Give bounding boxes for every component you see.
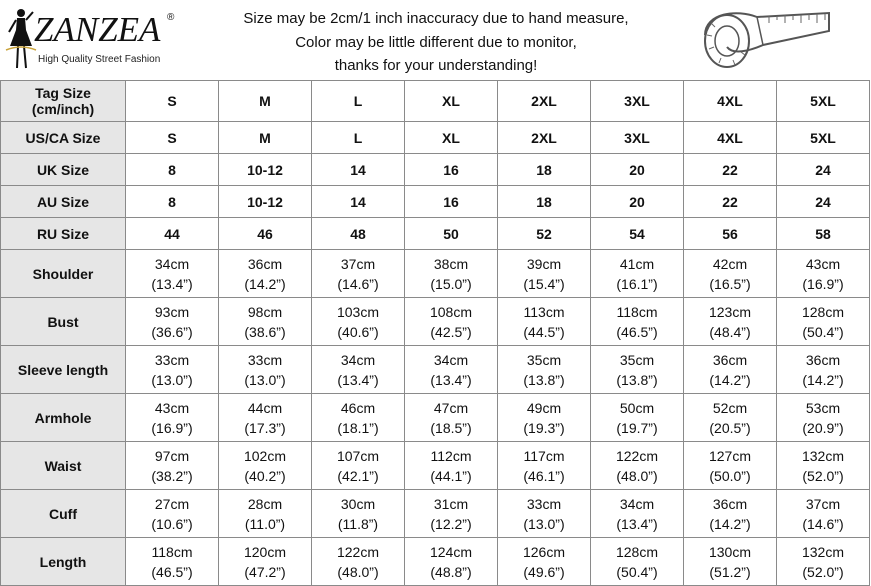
cm-value: 33cm [526, 495, 562, 512]
size-cell: 10-12 [219, 186, 312, 218]
size-cell: 24 [777, 186, 870, 218]
measurement-cell [777, 490, 870, 538]
size-cell: 52 [498, 218, 591, 250]
measurement-cell [777, 250, 870, 298]
cm-value: 41cm [619, 255, 655, 272]
measurement-notice [222, 7, 650, 78]
cm-value: 132cm [801, 543, 845, 560]
measurement-cell [405, 538, 498, 586]
size-cell: XL [405, 81, 498, 122]
size-cell: 5XL [777, 81, 870, 122]
measurement-row [1, 538, 870, 586]
cm-value: 43cm [154, 399, 190, 416]
inch-value: (46.1”) [523, 467, 565, 484]
measurement-cell [777, 442, 870, 490]
inch-value: (12.2”) [430, 515, 472, 532]
cm-value: 27cm [154, 495, 190, 512]
cm-value: 128cm [801, 303, 845, 320]
measurement-cell [126, 538, 219, 586]
size-cell: 46 [219, 218, 312, 250]
cm-value: 34cm [154, 255, 190, 272]
measurement-cell [405, 394, 498, 442]
inch-value: (16.9”) [151, 419, 193, 436]
row-header: Sleeve length [1, 346, 126, 394]
measurement-row [1, 250, 870, 298]
measurement-cell [219, 490, 312, 538]
measurement-cell [312, 298, 405, 346]
registered-mark: ® [167, 12, 175, 23]
inch-value: (13.4”) [151, 275, 193, 292]
inch-value: (14.2”) [709, 371, 751, 388]
cm-value: 47cm [433, 399, 469, 416]
cm-value: 43cm [805, 255, 841, 272]
measurement-cell [498, 250, 591, 298]
inch-value: (13.8”) [616, 371, 658, 388]
inch-value: (48.4”) [709, 323, 751, 340]
size-cell: 58 [777, 218, 870, 250]
measurement-cell [684, 490, 777, 538]
cm-value: 120cm [243, 543, 287, 560]
row-header-line: UK Size [36, 161, 90, 178]
cm-value: 36cm [247, 255, 283, 272]
measurement-cell [405, 298, 498, 346]
brand-name: ZANZEA [34, 10, 161, 49]
size-cell: S [126, 81, 219, 122]
cm-value: 34cm [433, 351, 469, 368]
inch-value: (42.1”) [337, 467, 379, 484]
cm-value: 36cm [712, 495, 748, 512]
inch-value: (11.8”) [337, 515, 379, 532]
fashion-silhouette-icon [4, 6, 38, 72]
measurement-cell [777, 346, 870, 394]
measurement-cell [219, 346, 312, 394]
measurement-cell [405, 250, 498, 298]
size-label-row [1, 122, 870, 154]
inch-value: (14.2”) [244, 275, 286, 292]
inch-value: (42.5”) [430, 323, 472, 340]
inch-value: (18.5”) [430, 419, 472, 436]
measurement-row [1, 490, 870, 538]
inch-value: (13.0”) [244, 371, 286, 388]
inch-value: (49.6”) [523, 563, 565, 580]
cm-value: 122cm [336, 543, 380, 560]
cm-value: 31cm [433, 495, 469, 512]
measurement-cell [498, 442, 591, 490]
cm-value: 132cm [801, 447, 845, 464]
size-cell: XL [405, 122, 498, 154]
inch-value: (13.4”) [430, 371, 472, 388]
inch-value: (44.5”) [523, 323, 565, 340]
row-header [1, 154, 126, 186]
inch-value: (19.3”) [523, 419, 565, 436]
row-header: Bust [1, 298, 126, 346]
inch-value: (15.4”) [523, 275, 565, 292]
measurement-cell [591, 442, 684, 490]
cm-value: 37cm [340, 255, 376, 272]
measurement-cell [777, 298, 870, 346]
measurement-cell [405, 442, 498, 490]
cm-value: 36cm [712, 351, 748, 368]
inch-value: (48.0”) [337, 563, 379, 580]
size-cell: 22 [684, 186, 777, 218]
size-label-row [1, 81, 870, 122]
inch-value: (48.0”) [616, 467, 658, 484]
cm-value: 52cm [712, 399, 748, 416]
size-cell: 18 [498, 186, 591, 218]
measurement-cell [498, 394, 591, 442]
row-header: Length [1, 538, 126, 586]
size-cell: 54 [591, 218, 684, 250]
measurement-cell [498, 490, 591, 538]
size-cell: 5XL [777, 122, 870, 154]
measurement-cell [777, 394, 870, 442]
measurement-cell [219, 394, 312, 442]
inch-value: (16.9”) [802, 275, 844, 292]
inch-value: (38.2”) [151, 467, 193, 484]
measurement-cell [219, 442, 312, 490]
size-cell: 14 [312, 186, 405, 218]
inch-value: (40.2”) [244, 467, 286, 484]
size-cell: 20 [591, 186, 684, 218]
cm-value: 38cm [433, 255, 469, 272]
inch-value: (14.2”) [802, 371, 844, 388]
row-header [1, 81, 126, 122]
cm-value: 46cm [340, 399, 376, 416]
measurement-cell [591, 538, 684, 586]
measurement-cell [591, 490, 684, 538]
cm-value: 126cm [522, 543, 566, 560]
measurement-cell [312, 442, 405, 490]
cm-value: 122cm [615, 447, 659, 464]
cm-value: 49cm [526, 399, 562, 416]
inch-value: (18.1”) [337, 419, 379, 436]
cm-value: 93cm [154, 303, 190, 320]
cm-value: 103cm [336, 303, 380, 320]
cm-value: 28cm [247, 495, 283, 512]
measurement-cell [219, 250, 312, 298]
measurement-cell [312, 346, 405, 394]
inch-value: (52.0”) [802, 563, 844, 580]
size-cell: 24 [777, 154, 870, 186]
cm-value: 33cm [247, 351, 283, 368]
cm-value: 128cm [615, 543, 659, 560]
inch-value: (48.8”) [430, 563, 472, 580]
cm-value: 98cm [247, 303, 283, 320]
size-cell: 48 [312, 218, 405, 250]
row-header-line: RU Size [36, 225, 90, 242]
inch-value: (13.8”) [523, 371, 565, 388]
inch-value: (46.5”) [616, 323, 658, 340]
measurement-cell [684, 298, 777, 346]
size-cell: 20 [591, 154, 684, 186]
size-cell: S [126, 122, 219, 154]
row-header [1, 122, 126, 154]
size-cell: 3XL [591, 122, 684, 154]
measurement-row [1, 298, 870, 346]
inch-value: (36.6”) [151, 323, 193, 340]
size-cell: 18 [498, 154, 591, 186]
inch-value: (13.4”) [337, 371, 379, 388]
cm-value: 130cm [708, 543, 752, 560]
size-cell: 4XL [684, 81, 777, 122]
size-cell: 4XL [684, 122, 777, 154]
brand-logo [4, 6, 204, 74]
cm-value: 50cm [619, 399, 655, 416]
measurement-cell [126, 298, 219, 346]
measurement-cell [684, 250, 777, 298]
measurement-cell [126, 490, 219, 538]
size-cell: 8 [126, 154, 219, 186]
row-header [1, 186, 126, 218]
measurement-cell [591, 250, 684, 298]
cm-value: 124cm [429, 543, 473, 560]
measurement-row [1, 442, 870, 490]
measurement-cell [684, 442, 777, 490]
measurement-row [1, 346, 870, 394]
cm-value: 30cm [340, 495, 376, 512]
size-cell: 50 [405, 218, 498, 250]
size-cell: M [219, 81, 312, 122]
measurement-cell [219, 298, 312, 346]
inch-value: (38.6”) [244, 323, 286, 340]
measurement-cell [126, 250, 219, 298]
size-cell: L [312, 122, 405, 154]
measurement-cell [684, 346, 777, 394]
measurement-cell [498, 298, 591, 346]
inch-value: (46.5”) [151, 563, 193, 580]
measurement-cell [312, 394, 405, 442]
inch-value: (47.2”) [244, 563, 286, 580]
measurement-cell [684, 394, 777, 442]
measurement-cell [405, 346, 498, 394]
cm-value: 37cm [805, 495, 841, 512]
cm-value: 113cm [523, 303, 565, 320]
row-header: Waist [1, 442, 126, 490]
size-cell: L [312, 81, 405, 122]
size-cell: 8 [126, 186, 219, 218]
measurement-cell [777, 538, 870, 586]
measurement-cell [498, 346, 591, 394]
measurement-row [1, 394, 870, 442]
measurement-cell [126, 346, 219, 394]
size-chart-table [0, 80, 870, 586]
inch-value: (44.1”) [430, 467, 472, 484]
cm-value: 35cm [526, 351, 562, 368]
size-label-row [1, 186, 870, 218]
inch-value: (14.6”) [337, 275, 379, 292]
inch-value: (13.0”) [523, 515, 565, 532]
row-header: Shoulder [1, 250, 126, 298]
inch-value: (13.0”) [151, 371, 193, 388]
inch-value: (19.7”) [616, 419, 658, 436]
inch-value: (16.1”) [616, 275, 658, 292]
row-header: Armhole [1, 394, 126, 442]
size-cell: 44 [126, 218, 219, 250]
inch-value: (11.0”) [244, 515, 286, 532]
cm-value: 127cm [708, 447, 752, 464]
size-cell: 16 [405, 154, 498, 186]
measurement-cell [591, 394, 684, 442]
size-cell: 22 [684, 154, 777, 186]
inch-value: (20.9”) [802, 419, 844, 436]
size-label-row [1, 218, 870, 250]
cm-value: 118cm [616, 303, 658, 320]
inch-value: (14.6”) [802, 515, 844, 532]
cm-value: 107cm [336, 447, 380, 464]
inch-value: (50.4”) [802, 323, 844, 340]
row-header [1, 218, 126, 250]
cm-value: 33cm [154, 351, 190, 368]
measurement-cell [312, 250, 405, 298]
cm-value: 117cm [523, 447, 565, 464]
measurement-cell [126, 442, 219, 490]
row-header-line: (cm/inch) [31, 101, 95, 117]
measurement-cell [312, 538, 405, 586]
cm-value: 53cm [805, 399, 841, 416]
inch-value: (10.6”) [151, 515, 193, 532]
size-cell: M [219, 122, 312, 154]
measurement-cell [591, 346, 684, 394]
cm-value: 97cm [154, 447, 190, 464]
measurement-cell [405, 490, 498, 538]
row-header-line: Tag Size [35, 85, 91, 101]
cm-value: 44cm [247, 399, 283, 416]
measurement-cell [591, 298, 684, 346]
measurement-cell [126, 394, 219, 442]
inch-value: (13.4”) [616, 515, 658, 532]
size-cell: 10-12 [219, 154, 312, 186]
inch-value: (50.4”) [616, 563, 658, 580]
size-cell: 2XL [498, 122, 591, 154]
inch-value: (16.5”) [709, 275, 751, 292]
cm-value: 118cm [151, 543, 193, 560]
inch-value: (51.2”) [709, 563, 751, 580]
cm-value: 108cm [429, 303, 473, 320]
measurement-cell [498, 538, 591, 586]
size-cell: 16 [405, 186, 498, 218]
row-header-line: US/CA Size [25, 129, 101, 146]
inch-value: (40.6”) [337, 323, 379, 340]
size-label-row [1, 154, 870, 186]
size-cell: 56 [684, 218, 777, 250]
cm-value: 35cm [619, 351, 655, 368]
inch-value: (20.5”) [709, 419, 751, 436]
measuring-tape-icon [697, 5, 837, 75]
size-cell: 14 [312, 154, 405, 186]
inch-value: (14.2”) [709, 515, 751, 532]
cm-value: 39cm [526, 255, 562, 272]
row-header-line: AU Size [36, 193, 90, 210]
notice-line: Color may be little different due to monitor, [295, 33, 577, 51]
notice-line: Size may be 2cm/1 inch inaccuracy due to hand measure, [243, 10, 629, 27]
measurement-cell [219, 538, 312, 586]
cm-value: 102cm [243, 447, 287, 464]
measurement-cell [684, 538, 777, 586]
size-cell: 2XL [498, 81, 591, 122]
inch-value: (50.0”) [709, 467, 751, 484]
header [0, 0, 871, 80]
cm-value: 42cm [712, 255, 748, 272]
inch-value: (15.0”) [430, 275, 472, 292]
cm-value: 34cm [340, 351, 376, 368]
cm-value: 123cm [708, 303, 752, 320]
brand-tagline: High Quality Street Fashion [38, 54, 161, 65]
size-cell: 3XL [591, 81, 684, 122]
inch-value: (17.3”) [244, 419, 286, 436]
row-header: Cuff [1, 490, 126, 538]
cm-value: 36cm [805, 351, 841, 368]
notice-line: thanks for your understanding! [334, 57, 538, 74]
inch-value: (52.0”) [802, 467, 844, 484]
measurement-cell [312, 490, 405, 538]
cm-value: 112cm [430, 447, 472, 464]
cm-value: 34cm [619, 495, 655, 512]
